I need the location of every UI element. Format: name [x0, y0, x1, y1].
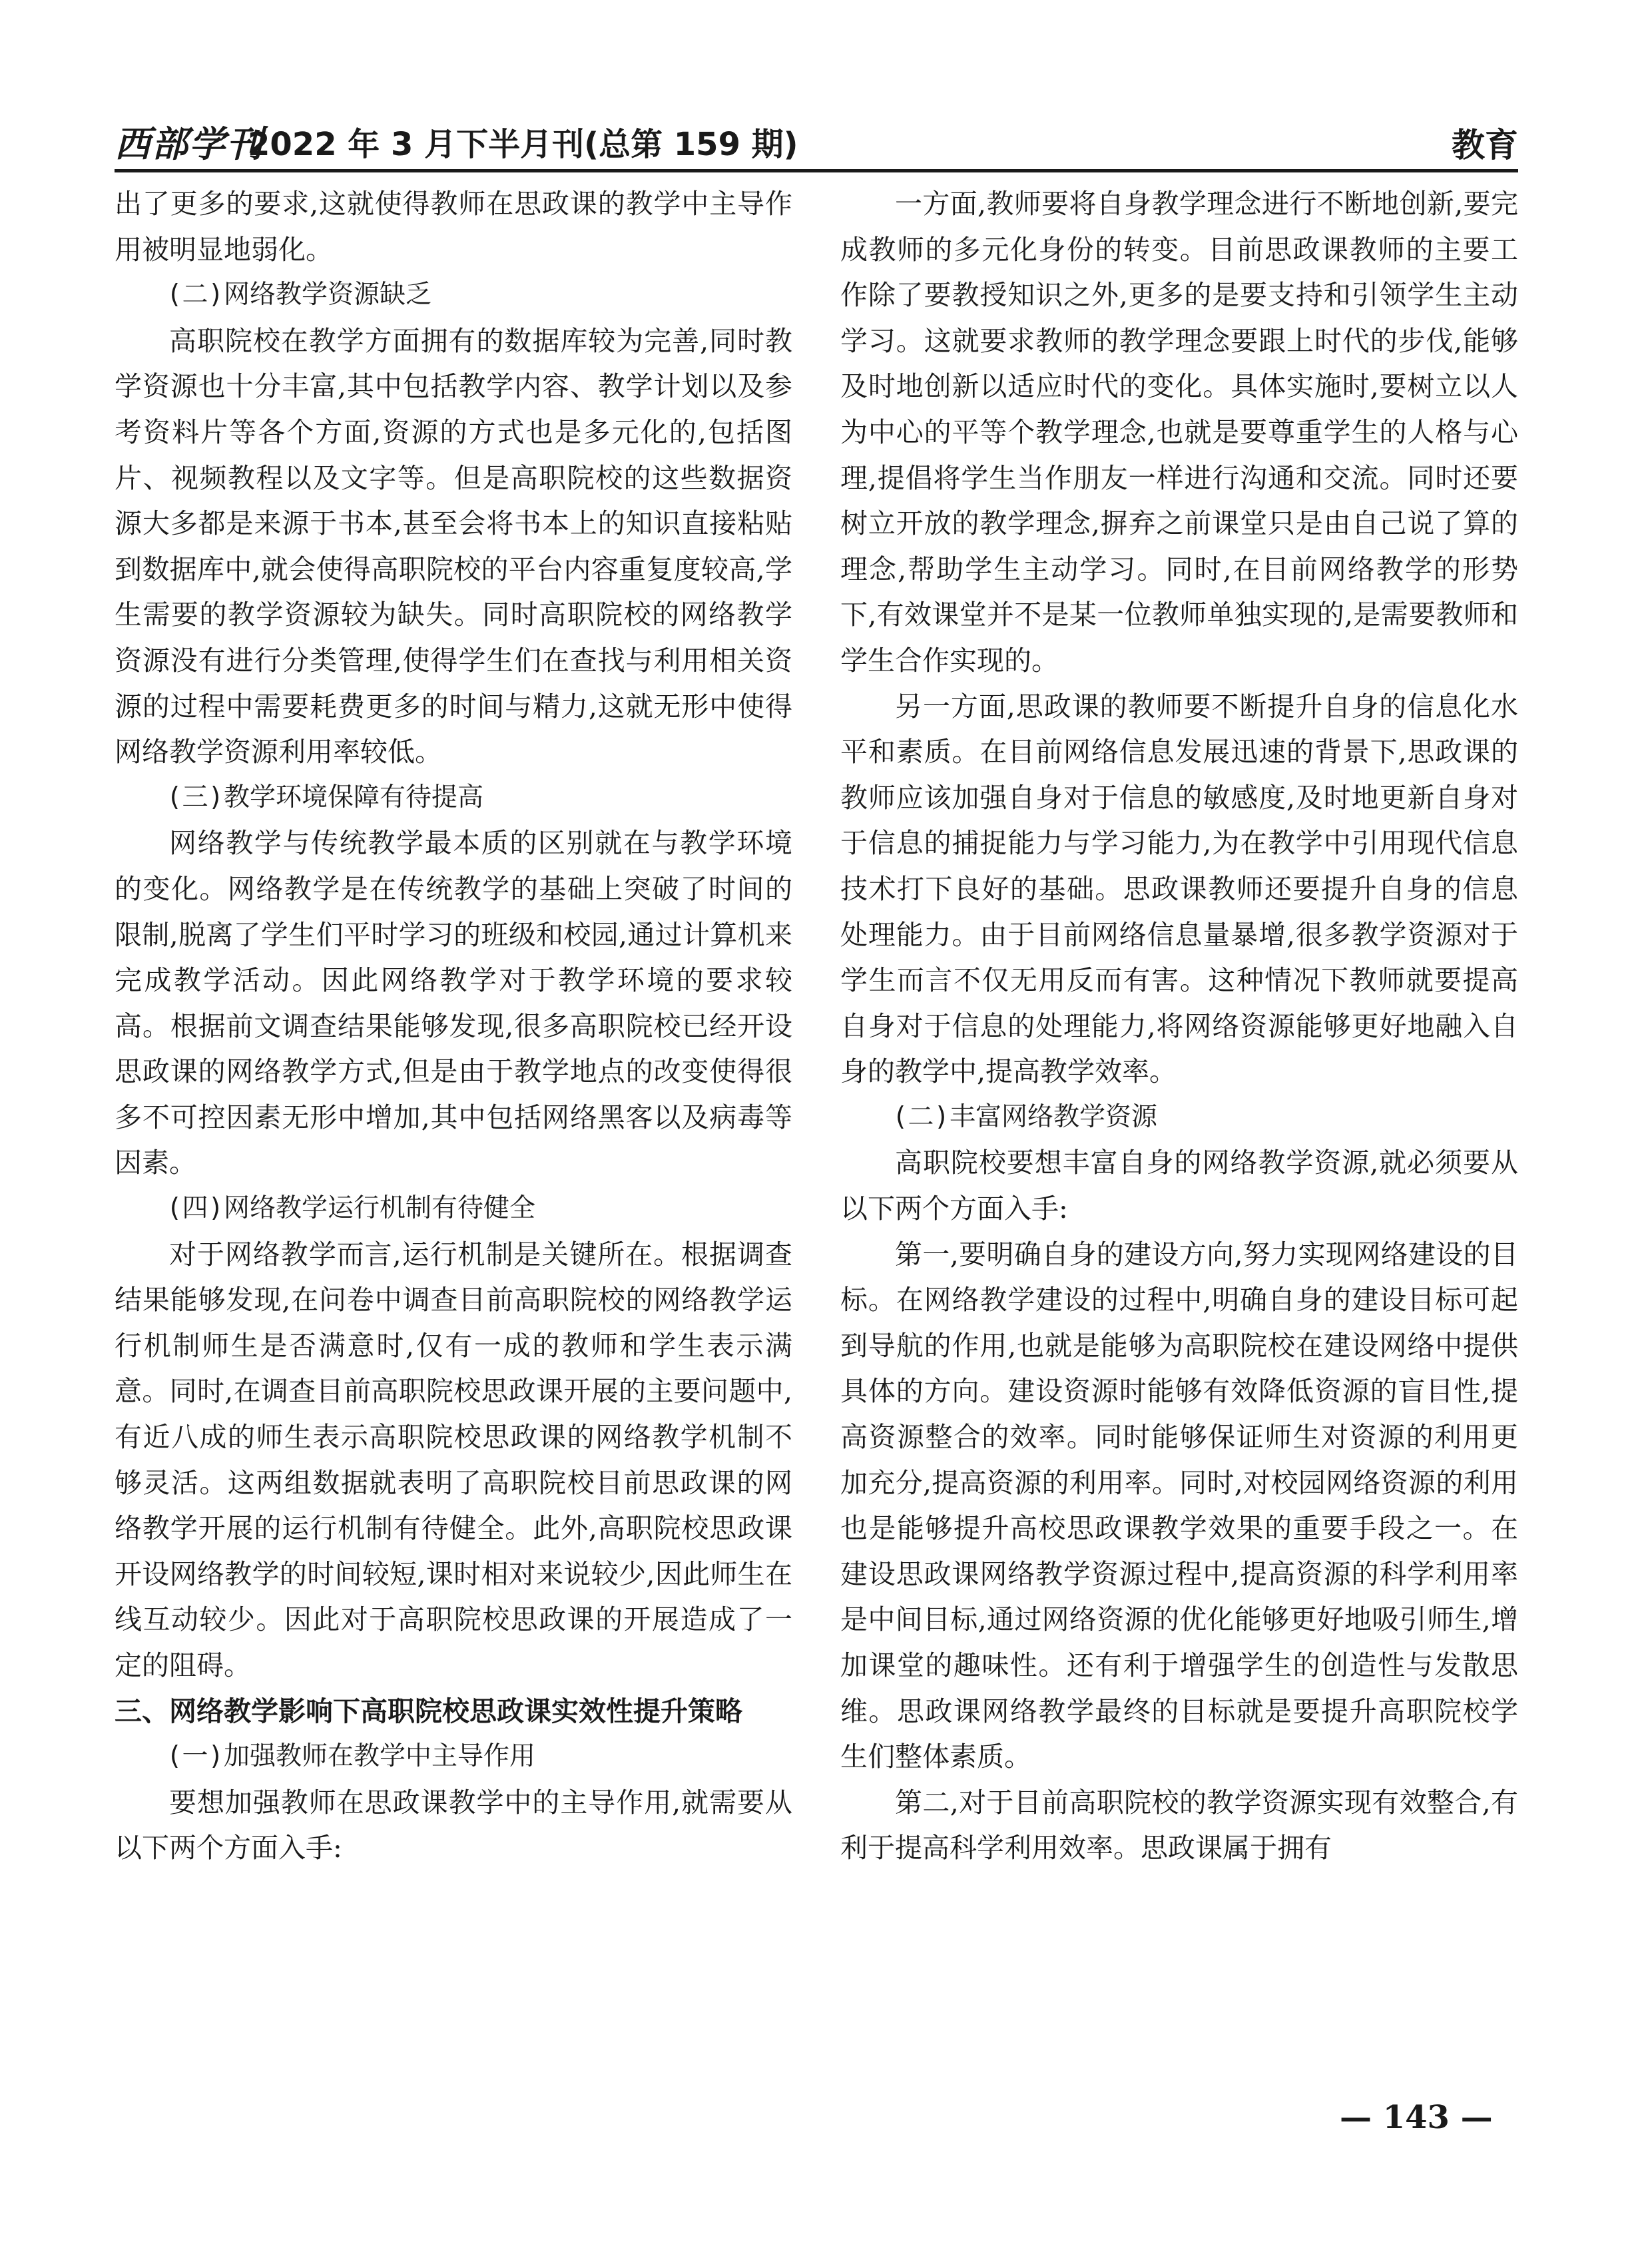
body-paragraph: 高职院校要想丰富自身的网络教学资源,就必须要从以下两个方面入手:	[840, 1147, 1518, 1225]
body-paragraph: 第二,对于目前高职院校的教学资源实现有效整合,有利于提高科学利用效率。思政课属于拥有	[840, 1786, 1518, 1864]
body-paragraph: 对于网络教学而言,运行机制是关键所在。根据调查结果能够发现,在问卷中调查目前高职院校的网络教学运行机制师生是否满意时,仅有一成的教师和学生表示满意。同时,在调查目前高职院校思政课开展的主要问题中,有近八成的师生表示高职院校思政课的网络教学机制不够灵活。这两组数据就表明了高职院校目前思政课的网络教学开展的运行机制有待健全。此外,高职院校思政课开设网络教学的时间较短,课时相对来说较少,因此师生在线互动较少。因此对于高职院校思政课的开展造成了一定的阻碍。	[115, 1238, 792, 1681]
section-heading: 三、网络教学影响下高职院校思政课实效性提升策略	[115, 1695, 742, 1727]
body-paragraph: 高职院校在教学方面拥有的数据库较为完善,同时教学资源也十分丰富,其中包括教学内容、教学计划以及参考资料片等各个方面,资源的方式也是多元化的,包括图片、视频教程以及文字等。但是高职院校的这些数据资源大多都是来源于书本,甚至会将书本上的知识直接粘贴到数据库中,就会使得高职院校的平台内容重复度较高,学生需要的教学资源较为缺失。同时高职院校的网络教学资源没有进行分类管理,使得学生们在查找与利用相关资源的过程中需要耗费更多的时间与精力,这就无形中使得网络教学资源利用率较低。	[115, 324, 792, 768]
journal-logo: 西部学刊	[115, 123, 264, 165]
subsection-heading: (三)教学环境保障有待提高	[166, 782, 483, 812]
left-column	[115, 181, 792, 1871]
subsection-heading: (四)网络教学运行机制有待健全	[166, 1193, 535, 1224]
body-paragraph: 第一,要明确自身的建设方向,努力实现网络建设的目标。在网络教学建设的过程中,明确自身的建设目标可起到导航的作用,也就是能够为高职院校在建设网络中提供具体的方向。建设资源时能够有效降低资源的盲目性,提高资源整合的效率。同时能够保证师生对资源的利用更加充分,提高资源的利用率。同时,对校园网络资源的利用也是能够提升高校思政课教学效果的重要手段之一。在建设思政课网络教学资源过程中,提高资源的科学利用率是中间目标,通过网络资源的优化能够更好地吸引师生,增加课堂的趣味性。还有利于增强学生的创造性与发散思维。思政课网络教学最终的目标就是要提升高职院校学生们整体素质。	[840, 1238, 1518, 1773]
body-paragraph: 要想加强教师在思政课教学中的主导作用,就需要从以下两个方面入手:	[115, 1786, 792, 1864]
section-tag: 教育	[1452, 126, 1518, 164]
body-paragraph: 网络教学与传统教学最本质的区别就在与教学环境的变化。网络教学是在传统教学的基础上突破了时间的限制,脱离了学生们平时学习的班级和校园,通过计算机来完成教学活动。因此网络教学对于教学环境的要求较高。根据前文调查结果能够发现,很多高职院校已经开设思政课的网络教学方式,但是由于教学地点的改变使得很多不可控因素无形中增加,其中包括网络黑客以及病毒等因素。	[115, 827, 792, 1179]
body-paragraph: 出了更多的要求,这就使得教师在思政课的教学中主导作用被明显地弱化。	[115, 188, 792, 266]
page-number: — 143 —	[1340, 2099, 1493, 2136]
subsection-heading: (二)网络教学资源缺乏	[166, 280, 431, 310]
body-paragraph: 另一方面,思政课的教师要不断提升自身的信息化水平和素质。在目前网络信息发展迅速的背景下,思政课的教师应该加强自身对于信息的敏感度,及时地更新自身对于信息的捕捉能力与学习能力,为在教学中引用现代信息技术打下良好的基础。思政课教师还要提升自身的信息处理能力。由于目前网络信息量暴增,很多教学资源对于学生而言不仅无用反而有害。这种情况下教师就要提高自身对于信息的处理能力,将网络资源能够更好地融入自身的教学中,提高教学效率。	[840, 690, 1518, 1088]
subsection-heading: (二)丰富网络教学资源	[892, 1101, 1157, 1132]
subsection-heading: (一)加强教师在教学中主导作用	[166, 1741, 535, 1772]
body-paragraph: 一方面,教师要将自身教学理念进行不断地创新,要完成教师的多元化身份的转变。目前思政课教师的主要工作除了要教授知识之外,更多的是要支持和引领学生主动学习。这就要求教师的教学理念要跟上时代的步伐,能够及时地创新以适应时代的变化。具体实施时,要树立以人为中心的平等个教学理念,也就是要尊重学生的人格与心理,提倡将学生当作朋友一样进行沟通和交流。同时还要树立开放的教学理念,摒弃之前课堂只是由自己说了算的理念,帮助学生主动学习。同时,在目前网络教学的形势下,有效课堂并不是某一位教师单独实现的,是需要教师和学生合作实现的。	[840, 188, 1518, 677]
running-header	[115, 112, 1518, 172]
right-column	[840, 181, 1518, 1871]
issue-info: 2022 年 3 月下半月刊(总第 159 期)	[248, 126, 798, 163]
